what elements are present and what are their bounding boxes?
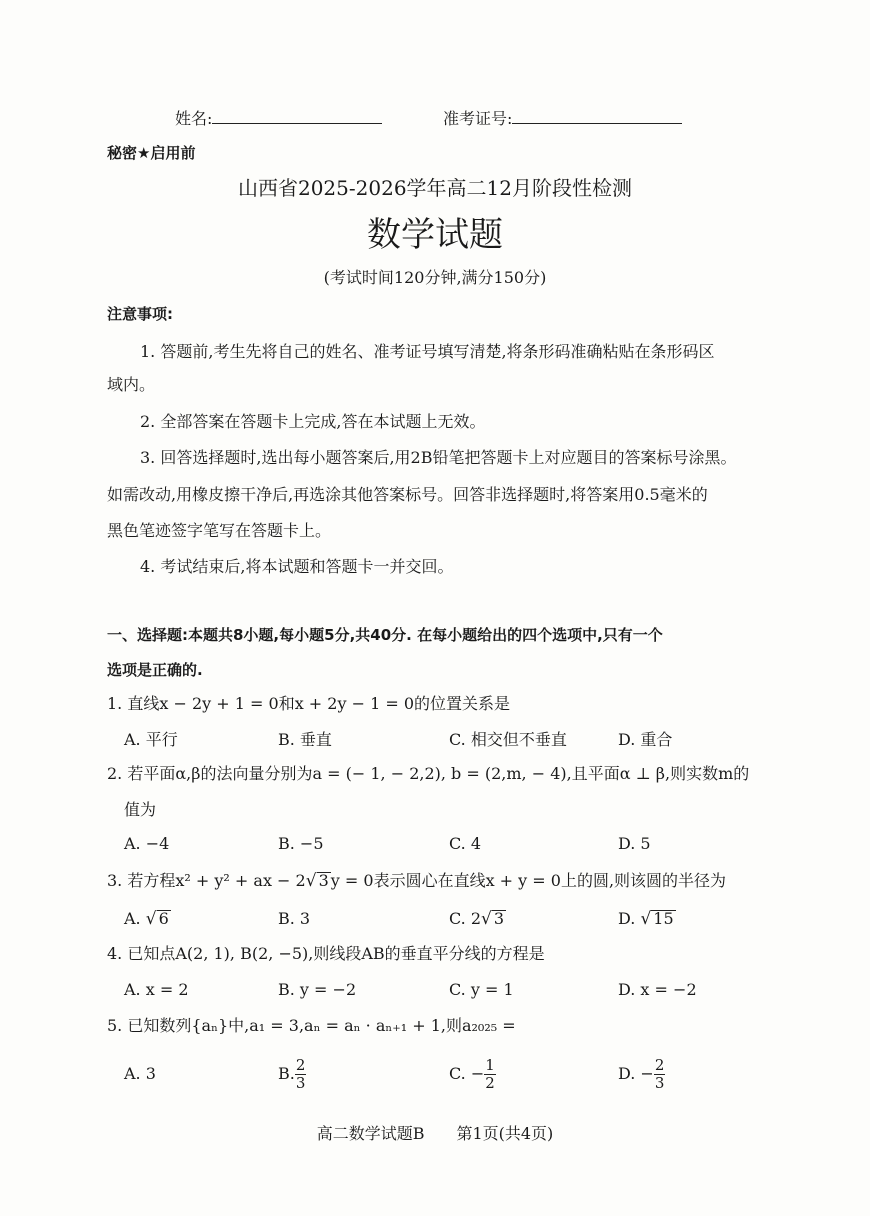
sqrt-icon: √ (145, 909, 157, 929)
q3-option-a-radicand: 6 (158, 909, 169, 928)
q1-option-b: B. 垂直 (278, 730, 332, 749)
q4-stem: 4. 已知点A(2, 1), B(2, −5),则线段AB的垂直平分线的方程是 (107, 944, 545, 963)
q3-option-b: B. 3 (278, 909, 311, 928)
note-2: 2. 全部答案在答题卡上完成,答在本试题上无效。 (140, 412, 486, 431)
note-1a: 1. 答题前,考生先将自己的姓名、准考证号填写清楚,将条形码准确粘贴在条形码区 (140, 342, 715, 361)
q5-option-d (618, 1052, 665, 1096)
fraction-numerator: 2 (654, 1055, 665, 1074)
q5-stem: 5. 已知数列{aₙ}中,a₁ = 3,aₙ = aₙ · aₙ₊₁ + 1,则a₂₀₂₅ = (107, 1016, 516, 1035)
note-3a: 3. 回答选择题时,选出每小题答案后,用2B铅笔把答题卡上对应题目的答案标号涂黑。 (140, 448, 737, 467)
sqrt-icon: √ (481, 909, 492, 929)
q4-option-b: B. y = −2 (278, 980, 357, 999)
q4-option-c: C. y = 1 (449, 980, 514, 999)
secret-mark: 秘密★启用前 (107, 144, 196, 162)
q1-option-a: A. 平行 (124, 730, 178, 749)
q3-stem-b: y = 0表示圆心在直线x + y = 0上的圆,则该圆的半径为 (330, 871, 727, 890)
q2-stem-2: 值为 (124, 800, 157, 819)
note-3b: 如需改动,用橡皮擦干净后,再选涂其他答案标号。回答非选择题时,将答案用0.5毫米的 (107, 485, 708, 504)
sqrt-icon: √ (640, 909, 652, 929)
sqrt-icon: √ (305, 871, 317, 891)
q5-option-d-fraction (654, 1057, 666, 1092)
q1-option-d: D. 重合 (618, 730, 673, 749)
notes-heading: 注意事项: (107, 305, 173, 323)
q2-option-a: A. −4 (124, 834, 170, 853)
note-4: 4. 考试结束后,将本试题和答题卡一并交回。 (140, 557, 454, 576)
q3-option-d-radicand: 15 (653, 909, 674, 928)
q2-option-b: B. −5 (278, 834, 324, 853)
note-1b: 域内。 (107, 375, 156, 394)
id-label: 准考证号: (443, 109, 513, 128)
q3-stem (107, 871, 726, 891)
q5-option-b-label: B. (278, 1064, 295, 1083)
q2-option-c: C. 4 (449, 834, 482, 853)
q3-option-c (449, 909, 506, 929)
q3-stem-a: 3. 若方程x² + y² + ax − 2 (107, 871, 306, 890)
fraction-numerator: 1 (485, 1055, 495, 1074)
q1-option-c: C. 相交但不垂直 (449, 730, 567, 749)
note-3c: 黑色笔迹签字笔写在答题卡上。 (107, 521, 332, 540)
q1-stem: 1. 直线x − 2y + 1 = 0和x + 2y − 1 = 0的位置关系是 (107, 694, 511, 713)
q5-option-c-fraction (484, 1057, 496, 1092)
section1-line1: 一、选择题:本题共8小题,每小题5分,共40分. 在每小题给出的四个选项中,只有一个 (107, 626, 663, 644)
name-label: 姓名: (175, 109, 213, 128)
exam-title: 山西省2025-2026学年高二12月阶段性检测 (237, 176, 632, 200)
q2-stem: 2. 若平面α,β的法向量分别为a = (− 1, − 2,2), b = (2,m, − 4),且平面α ⊥ β,则实数m的 (107, 764, 750, 783)
q3-option-d-label: D. (618, 909, 636, 928)
q3-option-c-radicand: 3 (493, 909, 505, 928)
q3-stem-radicand: 3 (318, 871, 329, 890)
q2-option-d: D. 5 (618, 834, 651, 853)
section1-line2: 选项是正确的. (107, 661, 203, 679)
page-footer: 高二数学试题B 第1页(共4页) (316, 1124, 554, 1143)
q5-option-b (278, 1052, 306, 1096)
id-blank (512, 107, 682, 124)
fraction-numerator: 2 (295, 1055, 306, 1074)
q4-option-a: A. x = 2 (124, 980, 189, 999)
q5-option-c-label: C. − (449, 1064, 485, 1083)
fraction-denominator: 2 (485, 1073, 495, 1092)
name-blank (212, 107, 382, 124)
q3-option-a (124, 909, 171, 929)
name-field (175, 107, 382, 129)
q3-option-c-label: C. 2 (449, 909, 482, 928)
exam-info: (考试时间120分钟,满分150分) (323, 268, 547, 287)
q5-option-c (449, 1052, 496, 1096)
q4-option-d: D. x = −2 (618, 980, 697, 999)
q3-option-a-label: A. (124, 909, 141, 928)
q3-option-d (618, 909, 676, 929)
fraction-denominator: 3 (295, 1073, 306, 1092)
q5-option-a: A. 3 (124, 1064, 156, 1083)
subject-title: 数学试题 (367, 215, 503, 255)
q5-option-b-fraction (295, 1057, 307, 1092)
fraction-denominator: 3 (654, 1073, 665, 1092)
id-field (443, 107, 682, 129)
q5-option-d-label: D. − (618, 1064, 654, 1083)
